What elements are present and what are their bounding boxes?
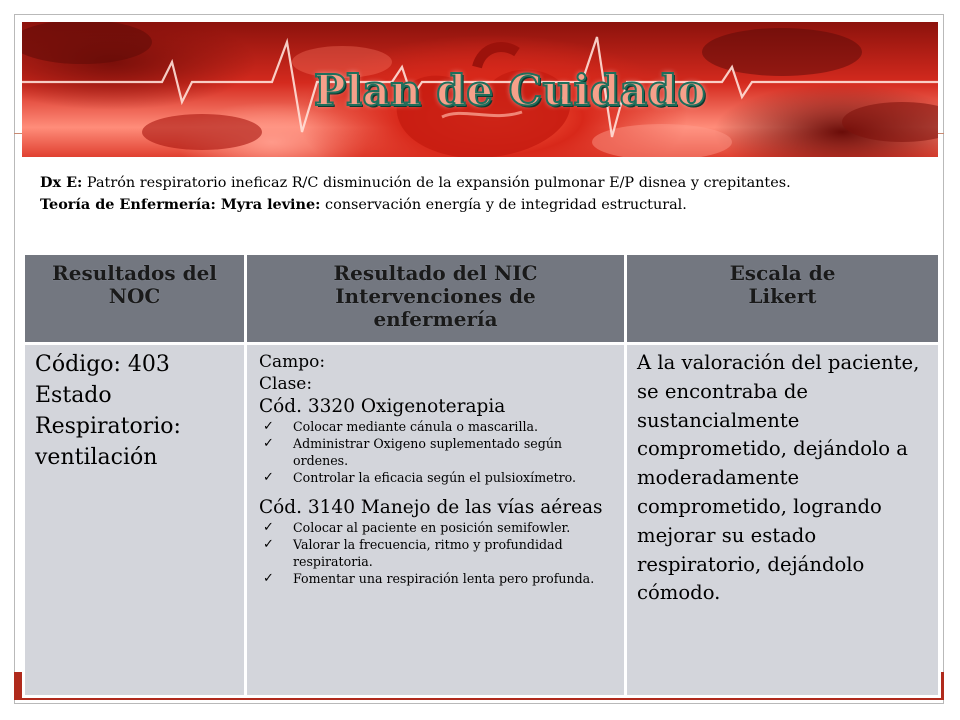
check-icon: ✓ <box>263 436 274 451</box>
header-nic-line: Intervenciones de <box>335 284 536 308</box>
list-item <box>259 469 614 486</box>
theory-text: conservación energía y de integridad estructural. <box>320 197 687 213</box>
header-nic <box>246 254 626 344</box>
list-item-text: Colocar al paciente en posición semifowler. <box>293 520 571 535</box>
header-likert-line: Escala de <box>729 261 836 285</box>
list-item <box>259 418 614 435</box>
list-item <box>259 435 614 469</box>
nic-group2-title: Cód. 3140 Manejo de las vías aéreas <box>259 497 603 518</box>
table-header-row <box>24 254 940 344</box>
list-item <box>259 570 614 587</box>
list-item <box>259 536 614 570</box>
title-banner <box>22 22 938 157</box>
header-nic-line: Resultado del NIC <box>333 261 538 285</box>
list-item-text: Controlar la eficacia según el pulsioxímetro. <box>293 470 577 485</box>
nic-cell <box>246 344 626 697</box>
noc-cell <box>24 344 246 697</box>
check-icon: ✓ <box>263 419 274 434</box>
list-item-text: Colocar mediante cánula o mascarilla. <box>293 419 539 434</box>
care-plan-table <box>22 252 941 698</box>
dx-text: Patrón respiratorio ineficaz R/C disminución de la expansión pulmonar E/P disnea y crepitantes. <box>82 175 791 191</box>
nic-clase: Clase: <box>259 374 313 394</box>
list-item <box>259 519 614 536</box>
header-nic-line: enfermería <box>373 307 498 331</box>
table-row <box>24 344 940 697</box>
check-icon: ✓ <box>263 470 274 485</box>
likert-cell: A la valoración del paciente, se encontraba de sustancialmente comprometido, dejándolo a moderadamente comprometido, logrando mejorar su estado respiratorio, dejándolo cómodo. <box>626 344 940 697</box>
theory-label: Teoría de Enfermería: Myra levine: <box>40 196 321 213</box>
noc-line: Estado <box>35 383 112 408</box>
page-title: Plan de Cuidado <box>314 66 707 115</box>
check-icon: ✓ <box>263 520 274 535</box>
check-icon: ✓ <box>263 537 274 552</box>
nic-group2-list <box>259 519 614 587</box>
theory-line <box>40 194 930 216</box>
nic-group1-list <box>259 418 614 486</box>
nic-campo: Campo: <box>259 352 326 372</box>
dx-line <box>40 172 930 194</box>
header-likert <box>626 254 940 344</box>
noc-code: Código: 403 <box>35 352 170 377</box>
dx-label: Dx E: <box>40 174 83 191</box>
header-noc-line: Resultados del <box>52 261 217 285</box>
noc-line: Respiratorio: <box>35 414 181 439</box>
list-item-text: Fomentar una respiración lenta pero profunda. <box>293 571 595 586</box>
header-likert-line: Likert <box>748 284 817 308</box>
header-noc <box>24 254 246 344</box>
header-noc-line: NOC <box>108 284 161 308</box>
noc-line: ventilación <box>35 445 158 470</box>
diagnosis-block <box>40 172 930 216</box>
list-item-text: Valorar la frecuencia, ritmo y profundidad respiratoria. <box>293 537 563 569</box>
list-item-text: Administrar Oxigeno suplementado según ordenes. <box>293 436 563 468</box>
check-icon: ✓ <box>263 571 274 586</box>
nic-group1-title: Cód. 3320 Oxigenoterapia <box>259 396 506 417</box>
